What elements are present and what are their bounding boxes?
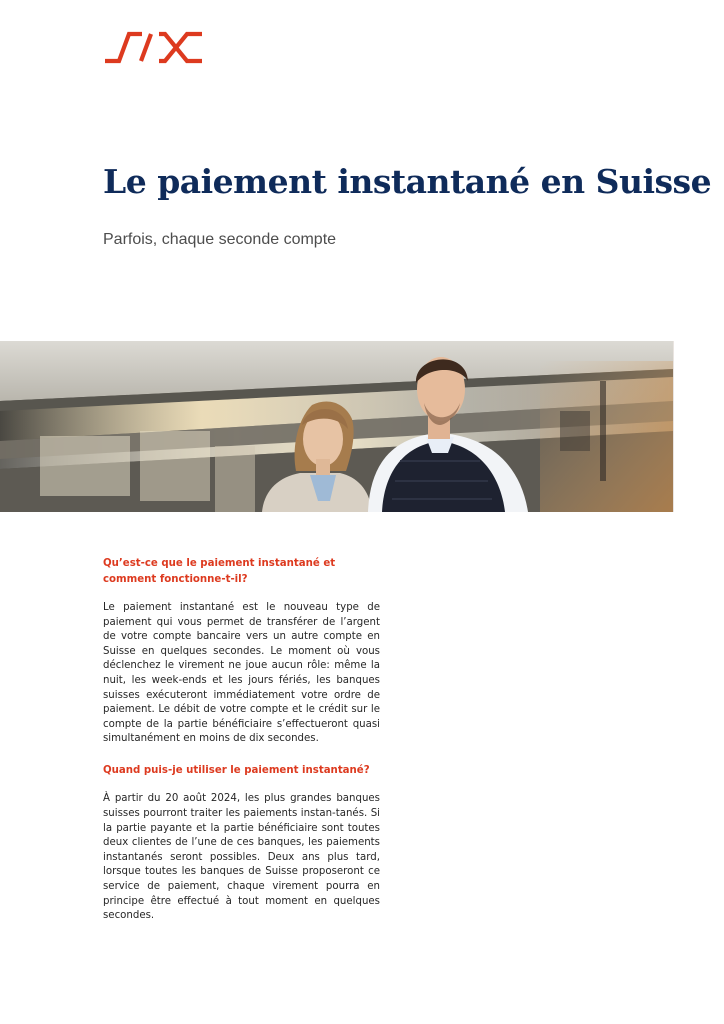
hero-photo (0, 341, 674, 512)
section-body-when: À partir du 20 août 2024, les plus grandes banques suisses pourront traiter les paiements instan-tanés. Si la partie payante et la partie bénéficiaire sont toutes deux clientes de l’une de ces banques, les paiements instantanés seront possibles. Deux ans plus tard, lorsque toutes les banques de Suisse proposeront ce service de paiement, chaque virement pourra en principe être effectué à tout moment en quelques secondes. (103, 793, 380, 922)
section-heading-what: Qu’est-ce que le paiement instantané et comment fonctionne-t-il? (103, 558, 336, 585)
section-body-what: Le paiement instantané est le nouveau type de paiement qui vous permet de transférer de l’argent de votre compte bancaire vers un autre compte en Suisse en quelques secondes. Le moment où vous déclenchez le virement ne joue aucun rôle: même la nuit, les week-ends et les jours fériés, les banques suisses exécuteront immédiatement votre ordre de paiement. Le débit de votre compte et le crédit sur le compte de la partie bénéficiaire s’effectueront quasi simultanément en moins de dix secondes. (103, 602, 380, 745)
page-subtitle: Parfois, chaque seconde compte (103, 231, 337, 248)
six-logo (103, 30, 203, 64)
page-title: Le paiement instantané en Suisse (103, 162, 712, 201)
article-body (103, 556, 380, 924)
section-heading-when: Quand puis-je utiliser le paiement instantané? (103, 764, 370, 776)
